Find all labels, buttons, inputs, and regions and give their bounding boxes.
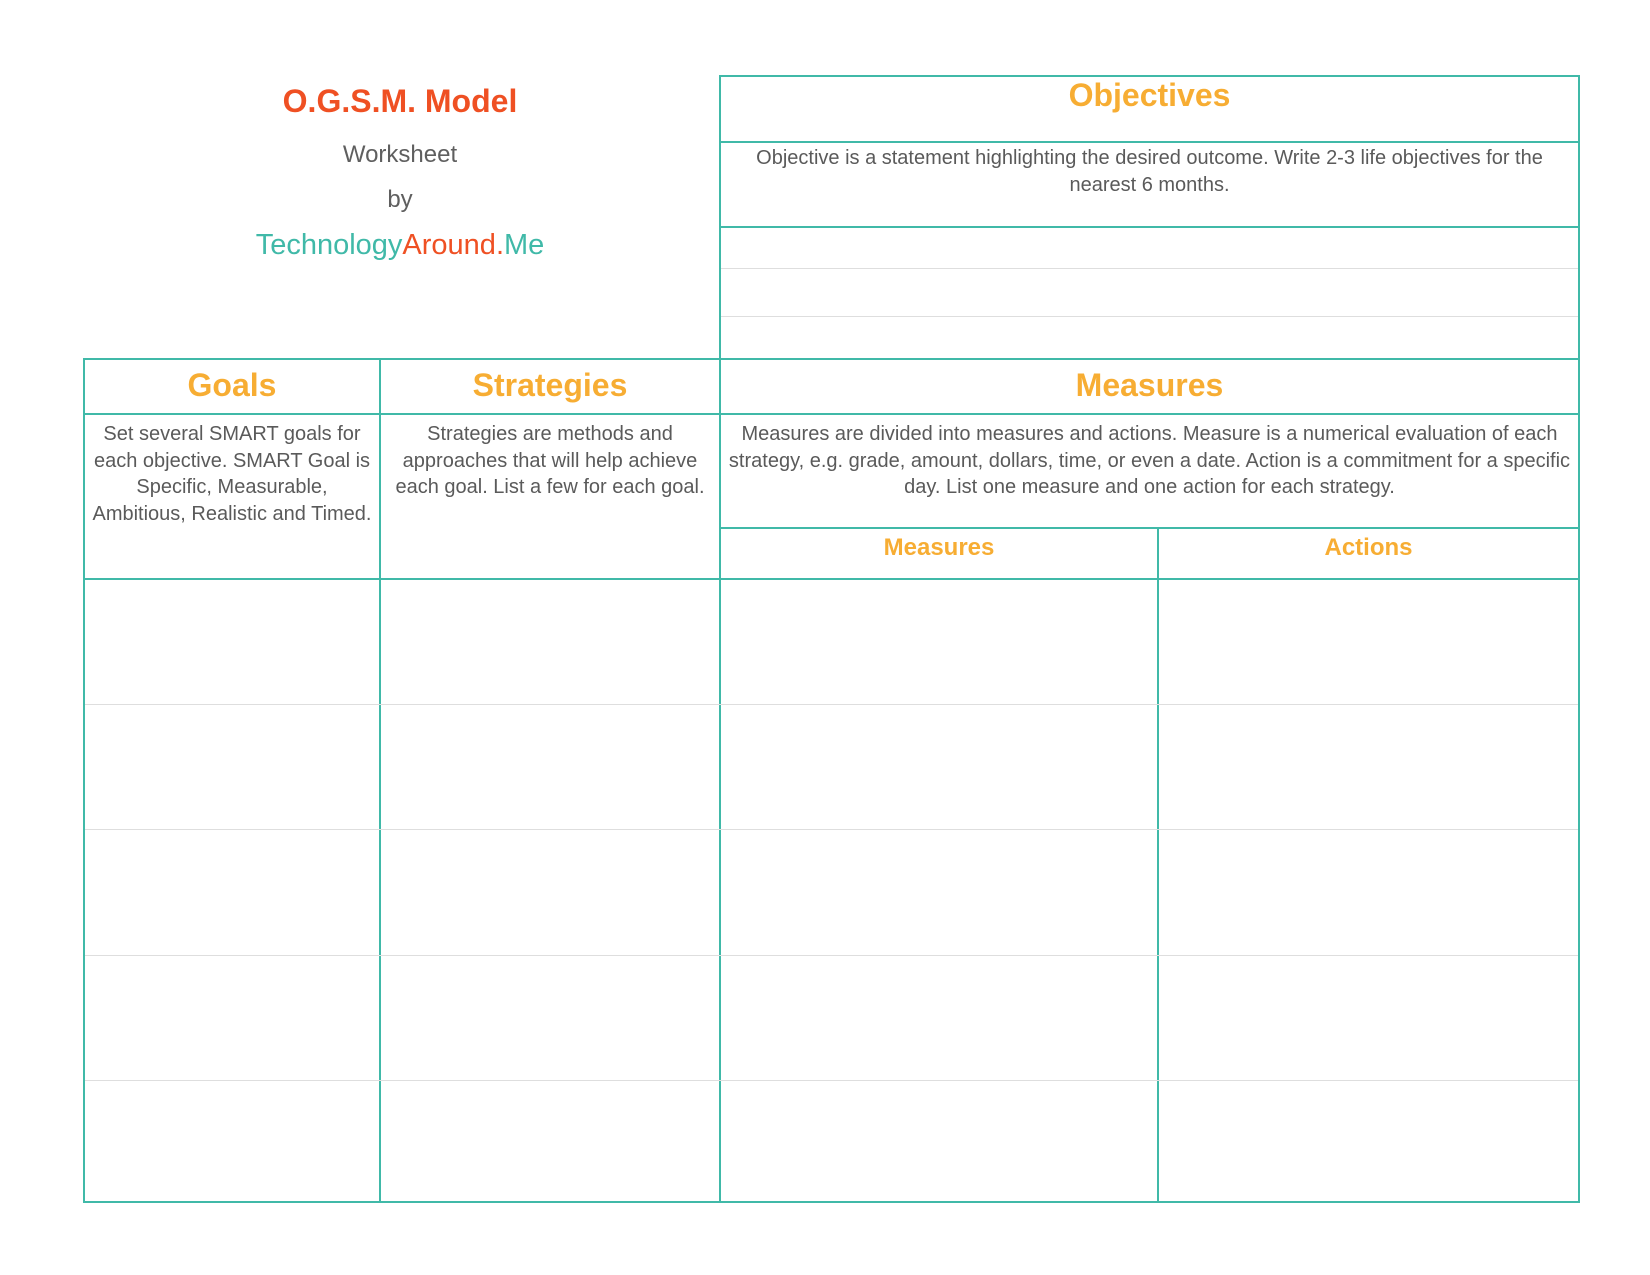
objective-row-divider	[721, 268, 1578, 269]
grid-border-right	[1578, 358, 1580, 1203]
objectives-heading-divider	[719, 141, 1580, 143]
brand-part-dot: .	[495, 229, 504, 261]
grid-border-left	[83, 358, 85, 1203]
by-text: by	[387, 186, 413, 213]
entry-row-divider	[85, 829, 1578, 830]
objectives-desc-divider	[719, 226, 1580, 228]
objectives-heading: Objectives	[1068, 77, 1231, 113]
goals-heading: Goals	[187, 367, 277, 403]
objectives-border-left	[719, 75, 721, 360]
measures-heading: Measures	[1075, 367, 1224, 403]
objectives-description: Objective is a statement highlighting the desired outcome. Write 2-3 life objectives for the nearest 6 months.	[756, 147, 1543, 196]
entry-row-divider	[85, 1080, 1578, 1081]
page-subtitle: Worksheet	[342, 141, 458, 168]
grid-border-top	[83, 358, 1580, 360]
measures-description: Measures are divided into measures and actions. Measure is a numerical evaluation of each strategy, e.g. grade, amount, dollars, time, or even a date. Action is a commitment for a specific day. List one measure and one action for each strategy.	[728, 423, 1571, 498]
page-title: O.G.S.M. Model	[282, 83, 518, 119]
column-divider-measures-actions	[1157, 527, 1159, 1203]
column-divider-goals-strategies	[379, 358, 381, 1203]
brand-part-around: Around	[402, 229, 496, 261]
brand-part-me: Me	[504, 229, 545, 261]
entry-row-divider	[85, 704, 1578, 705]
subheader-row-divider	[83, 578, 1580, 580]
column-divider-strategies-measures	[719, 358, 721, 1203]
grid-border-bottom	[83, 1201, 1580, 1203]
measures-desc-divider	[719, 527, 1580, 529]
entry-row-divider	[85, 955, 1578, 956]
actions-subheading: Actions	[1324, 534, 1413, 561]
measures-subheading: Measures	[883, 534, 995, 561]
goals-description: Set several SMART goals for each objective. SMART Goal is Specific, Measurable, Ambitious, Realistic and Timed.	[92, 423, 372, 525]
strategies-description: Strategies are methods and approaches that will help achieve each goal. List a few for each goal.	[395, 423, 705, 498]
header-row-divider	[83, 413, 1580, 415]
objective-row-divider	[721, 316, 1578, 317]
brand-name	[80, 229, 720, 262]
strategies-heading: Strategies	[472, 367, 628, 403]
objectives-border-right	[1578, 75, 1580, 360]
brand-part-technology: Technology	[255, 229, 403, 261]
